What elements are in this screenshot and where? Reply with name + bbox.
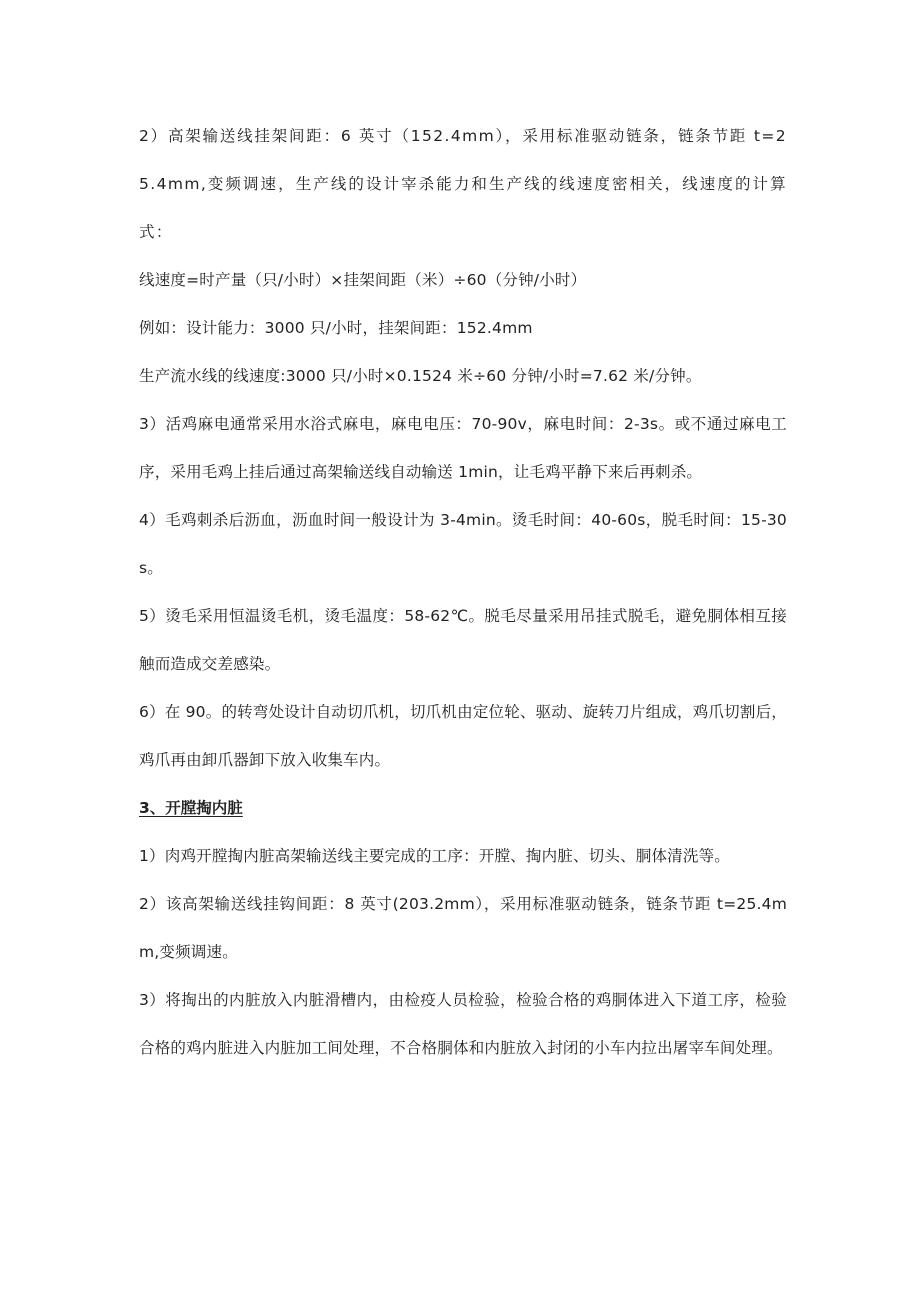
paragraph-inspection: 3）将掏出的内脏放入内脏滑槽内，由检疫人员检验，检验合格的鸡胴体进入下道工序，检验合格的鸡内脏进入内脏加工间处理，不合格胴体和内脏放入封闭的小车内拉出屠宰车间处理。 — [139, 991, 787, 1057]
paragraph-claw-cutting: 6）在 90。的转弯处设计自动切爪机，切爪机由定位轮、驱动、旋转刀片组成，鸡爪切割后，鸡爪再由卸爪器卸下放入收集车内。 — [139, 703, 787, 769]
paragraph-line-speed-formula: 线速度=时产量（只/小时）×挂架间距（米）÷60（分钟/小时） — [139, 271, 587, 289]
section-heading: 3、开膛掏内脏 — [139, 799, 243, 817]
paragraph-line-speed-result: 生产流水线的线速度:3000 只/小时×0.1524 米÷60 分钟/小时=7.62 米/分钟。 — [139, 367, 702, 385]
paragraph-conveyor-spacing: 2）高架输送线挂架间距：6 英寸（152.4mm），采用标准驱动链条，链条节距 t=25.4mm,变频调速，生产线的设计宰杀能力和生产线的线速度密相关，线速度的计算式： — [139, 127, 787, 241]
document-body — [139, 112, 787, 1072]
paragraph-evisceration-tasks: 1）肉鸡开膛掏内脏高架输送线主要完成的工序：开膛、掏内脏、切头、胴体清洗等。 — [139, 847, 730, 865]
paragraph-scalding: 5）烫毛采用恒温烫毛机，烫毛温度：58-62℃。脱毛尽量采用吊挂式脱毛，避免胴体相互接触而造成交差感染。 — [139, 607, 787, 673]
paragraph-hook-spacing: 2）该高架输送线挂钩间距：8 英寸(203.2mm），采用标准驱动链条，链条节距 t=25.4mm,变频调速。 — [139, 895, 787, 961]
paragraph-example-capacity: 例如：设计能力：3000 只/小时，挂架间距：152.4mm — [139, 319, 533, 337]
paragraph-stunning: 3）活鸡麻电通常采用水浴式麻电，麻电电压：70-90v，麻电时间：2-3s。或不通过麻电工序，采用毛鸡上挂后通过高架输送线自动输送 1min，让毛鸡平静下来后再刺杀。 — [139, 415, 787, 481]
paragraph-bleeding: 4）毛鸡刺杀后沥血，沥血时间一般设计为 3-4min。烫毛时间：40-60s，脱毛时间：15-30s。 — [139, 511, 787, 577]
